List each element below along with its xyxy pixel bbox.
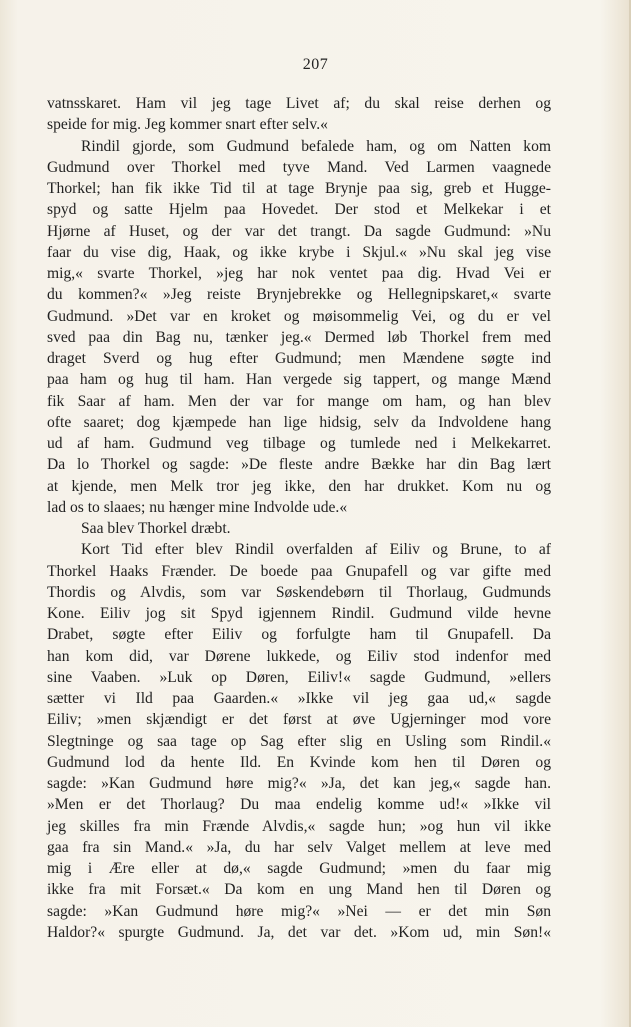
text-line: sagde: »Kan Gudmund høre mig?« »Nei — er det min Søn xyxy=(47,902,551,920)
text-line: at kjende, men Melk tror jeg ikke, den har drukket. Kom nu og xyxy=(47,477,551,495)
text-line: ikke fra mit Forsæt.« Da kom en ung Mand hen til Døren og xyxy=(47,881,551,899)
body-text xyxy=(47,93,551,943)
text-line: Haldor?« spurgte Gudmund. Ja, det var det. »Kom ud, min Søn!« xyxy=(47,923,551,941)
text-line: Gudmund over Thorkel med tyve Mand. Ved Larmen vaagnede xyxy=(47,158,551,176)
text-line: Kone. Eiliv jog sit Spyd igjennem Rindil. Gudmund vilde hevne xyxy=(47,605,551,622)
text-line: ofte saaret; dog kjæmpede han lige hidsig, selv da Indvoldene hang xyxy=(47,413,551,431)
text-line: mig i Ære eller at dø,« sagde Gudmund; »men du faar mig xyxy=(47,860,551,877)
text-line: Gudmund. »Det var en kroket og møisommelig Vei, og du er vel xyxy=(47,307,551,325)
text-line: du kommen?« »Jeg reiste Brynjebrekke og Hellegnipskaret,« svarte xyxy=(47,286,551,304)
text-line: sætter vi Ild paa Gaarden.« »Ikke vil jeg gaa ud,« sagde xyxy=(47,690,551,707)
page-number: 207 xyxy=(302,56,329,73)
text-line: vatnsskaret. Ham vil jeg tage Livet af; du skal reise derhen og xyxy=(47,95,551,112)
text-line: fik Saar af ham. Men der var for mange om ham, og han blev xyxy=(47,392,551,410)
text-line: jeg skilles fra min Frænde Alvdis,« sagde hun; »og hun vil ikke xyxy=(47,817,551,835)
text-line: Kort Tid efter blev Rindil overfalden af Eiliv og Brune, to af xyxy=(81,541,551,559)
text-line: Saa blev Thorkel dræbt. xyxy=(81,520,231,537)
text-line: Thorkel; han fik ikke Tid til at tage Brynje paa sig, greb et Hugge- xyxy=(47,180,551,197)
text-line: paa ham og hug til ham. Han vergede sig tappert, og mange Mænd xyxy=(47,371,551,389)
text-line: sagde: »Kan Gudmund høre mig?« »Ja, det kan jeg,« sagde han. xyxy=(47,775,551,792)
text-line: Slegtninge og saa tage op Sag efter slig en Usling som Rindil.« xyxy=(47,732,551,750)
text-line: »Men er det Thorlaug? Du maa endelig komme ud!« »Ikke vil xyxy=(47,796,551,814)
text-line: spyd og satte Hjelm paa Hovedet. Der stod et Melkekar i et xyxy=(47,201,551,219)
text-line: Eiliv; »men skjændigt er det først at øve Ugjerninger mod vore xyxy=(47,711,551,729)
text-line: han kom did, var Dørene lukkede, og Eiliv stod indenfor med xyxy=(47,647,551,665)
text-line: speide for mig. Jeg kommer snart efter selv.« xyxy=(47,116,328,134)
text-line: faar du vise dig, Haak, og ikke krybe i Skjul.« »Nu skal jeg vise xyxy=(47,243,551,261)
text-line: Drabet, søgte efter Eiliv og forfulgte ham til Gnupafell. Da xyxy=(47,626,551,644)
text-line: lad os to slaaes; nu hænger mine Indvolde ude.« xyxy=(47,498,348,516)
text-line: mig,« svarte Thorkel, »jeg har nok ventet paa dig. Hvad Vei er xyxy=(47,265,551,282)
text-line: draget Sverd og hug efter Gudmund; men Mændene søgte ind xyxy=(47,350,551,367)
text-line: ud af ham. Gudmund veg tilbage og tumlede ned i Melkekarret. xyxy=(47,435,551,452)
text-line: Hjørne af Huset, og der var det trangt. Da sagde Gudmund: »Nu xyxy=(47,222,551,240)
text-line: Gudmund lod da hente Ild. En Kvinde kom hen til Døren og xyxy=(47,753,551,771)
text-line: Rindil gjorde, som Gudmund befalede ham, og om Natten kom xyxy=(81,137,551,155)
text-line: Thorkel Haaks Frænder. De boede paa Gnupafell og var gifte med xyxy=(47,562,551,580)
text-line: Da lo Thorkel og sagde: »De fleste andre Bække har din Bag lært xyxy=(47,456,551,474)
text-line: sine Vaaben. »Luk op Døren, Eiliv!« sagde Gudmund, »ellers xyxy=(47,668,551,686)
text-line: gaa fra sin Mand.« »Ja, du har selv Valget mellem at leve med xyxy=(47,838,551,856)
text-line: sved paa din Bag nu, tænker jeg.« Dermed løb Thorkel frem med xyxy=(47,328,551,346)
text-line: Thordis og Alvdis, som var Søskendebørn til Thorlaug, Gudmunds xyxy=(47,583,551,601)
